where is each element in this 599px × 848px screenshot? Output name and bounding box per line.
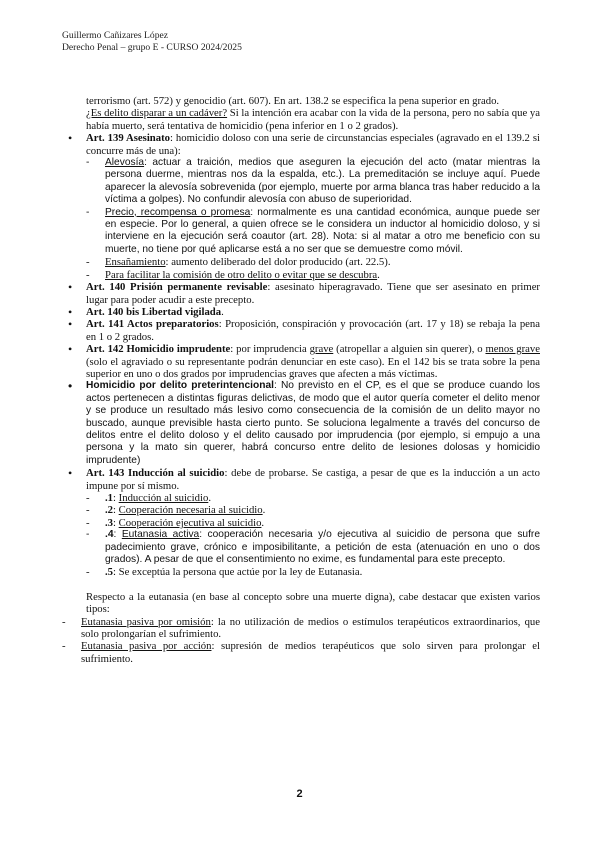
dash-143-1: - .1: Inducción al suicidio. — [62, 492, 540, 504]
course-line: Derecho Penal – grupo E - CURSO 2024/2025 — [62, 42, 242, 53]
bullet-art139: • Art. 139 Asesinato: homicidio doloso con una serie de circunstancias especiales (agravado en el 139.2 si concurre más de una): — [62, 132, 540, 157]
bullet-art141: • Art. 141 Actos preparatorios: Proposición, conspiración y provocación (art. 17 y 18) se rebaja la pena en 1 o 2 grados. — [62, 318, 540, 343]
author-name: Guillermo Cañizares López — [62, 30, 169, 41]
page-header — [62, 30, 242, 54]
dash-facilitar: - Para facilitar la comisión de otro delito o evitar que se descubra. — [62, 269, 540, 281]
page-number: 2 — [296, 788, 303, 800]
dash-143-2: - .2: Cooperación necesaria al suicidio. — [62, 504, 540, 516]
dash-ensanamiento: - Ensañamiento: aumento deliberado del dolor producido (art. 22.5). — [62, 256, 540, 268]
question-cadaver: ¿Es delito disparar a un cadáver? — [86, 107, 228, 120]
dash-eutanasia-accion: - Eutanasia pasiva por acción: supresión de medios terapéuticos que solo sirven para prolongar el sufrimiento. — [62, 640, 540, 665]
bullet-art142: • Art. 142 Homicidio imprudente: por imprudencia grave (atropellar a alguien sin querer), o menos grave (solo el agraviado o su representante podrán denunciar en este caso). En el 142 bis se trata sobre la pena superior en uno o dos grados por imprudencias graves que afecten a más víctimas. — [62, 343, 540, 380]
spacer — [62, 579, 540, 591]
bullet-art143: • Art. 143 Inducción al suicidio: debe de probarse. Se castiga, a pesar de que es la inducción a un acto impune por sí mismo. — [62, 467, 540, 492]
paragraph-eutanasia-intro: Respecto a la eutanasia (en base al concepto sobre una muerte digna), cabe destacar que existen varios tipos: — [86, 590, 540, 616]
paragraph-cadaver: ¿Es delito disparar a un cadáver? Si la intención era acabar con la vida de la persona, pero no sabía que ya había muerto, será tentativa de homicidio (pena inferior en 1 o 2 grados). — [86, 107, 541, 132]
bullet-preterintencional: • Homicidio por delito preterintencional: No previsto en el CP, es el que se produce cuando los actos pertenecen a distintas figuras delictivas, de modo que el autor quería cometer el delito menor y se produce un resultado más lesivo como consecuencia de la comisión de un delito mayor no buscado, aunque previsible hasta cierto punto. Se soluciona legalmente a través del concurso de delitos entre el delito doloso y el delito causado por imprudencia (por ejemplo, si empujo a una persona y la mato sin querer, habrá concurso entre delito de lesiones dolosas y homicidio imprudente) — [62, 380, 540, 467]
body-text — [62, 95, 540, 665]
dash-143-3: - .3: Cooperación ejecutiva al suicidio. — [62, 517, 540, 529]
paragraph-terrorismo: terrorismo (art. 572) y genocidio (art. 607). En art. 138.2 se especifica la pena superior en grado. — [86, 95, 500, 107]
bullet-art140bis: • Art. 140 bis Libertad vigilada. — [62, 306, 540, 318]
dash-alevosia: - Alevosía: actuar a traición, medios que aseguren la ejecución del acto (matar mientras la persona duerme, mientras nos da la espalda, etc.). La premeditación se incluye aquí. Puede aparecer la alevosía sobrevenida (por ejemplo, muerte por arma blanca tras haber reducido a la víctima a golpes). No confundir alevosía con abuso de superioridad. — [62, 157, 540, 207]
bullet-art140: • Art. 140 Prisión permanente revisable: asesinato hiperagravado. Tiene que ser asesinato en primer lugar para poder acudir a este precepto. — [62, 281, 540, 306]
art139-title: Art. 139 Asesinato — [86, 132, 170, 145]
dash-precio: - Precio, recompensa o promesa: normalmente es una cantidad económica, aunque puede ser en especie. Por lo general, a quien ofrece se le considera un inductor al homicidio doloso, y si interviene en la ejecución será coautor (art. 28). Nota: si al matar a otro me beneficio con su muerte, no tiene por qué aplicarse está a no ser que se demuestre como móvil. — [62, 207, 540, 257]
dash-143-5: - .5: Se exceptúa la persona que actúe por la ley de Eutanasia. — [62, 566, 540, 578]
dash-143-4: - .4: Eutanasia activa: cooperación necesaria y/o ejecutiva al suicidio de persona que sufre padecimiento grave, crónico e imposibilitante, a petición de esta (atenuación en uno o dos grados). A pesar de que el consentimiento no exime, es fundamental para este precepto. — [62, 529, 540, 566]
dash-eutanasia-omision: - Eutanasia pasiva por omisión: la no utilización de medios o estímulos terapéuticos extraordinarios, que solo prolongarían el sufrimiento. — [62, 616, 540, 641]
